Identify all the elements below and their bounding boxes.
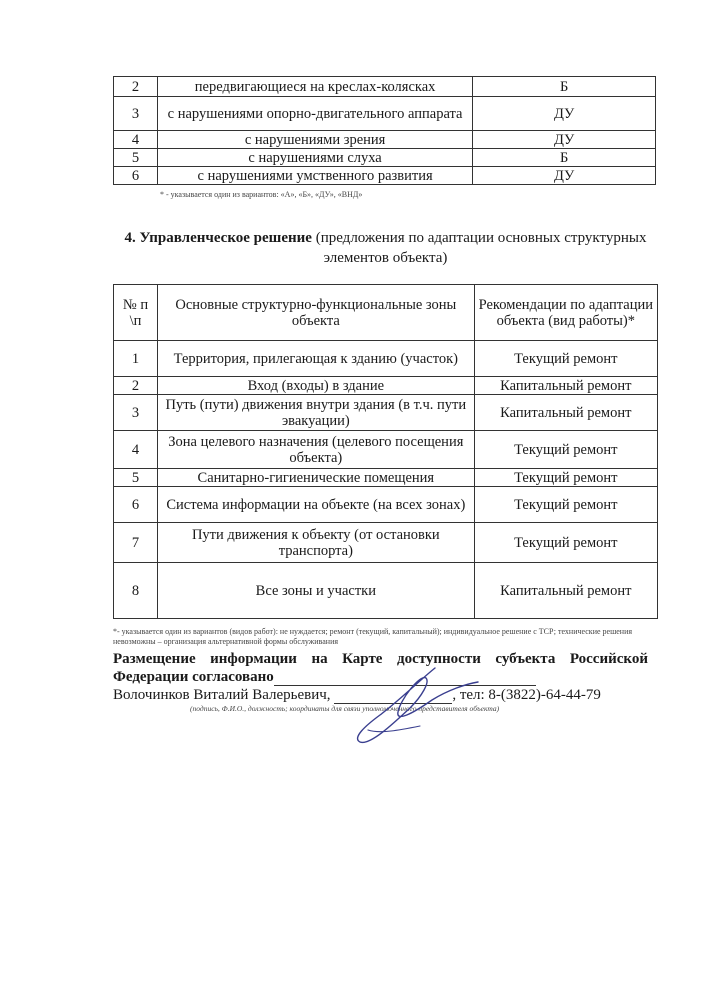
- row-number: 6: [114, 487, 158, 523]
- table2-footnote: *- указывается один из вариантов (видов работ): не нуждается; ремонт (текущий, капитальный); индивидуальное решение с ТСР; технические решения невозможны – организация альтернативной формы обслуживания: [113, 627, 633, 646]
- row-number: 3: [114, 97, 158, 131]
- category-cell: с нарушениями зрения: [157, 131, 472, 149]
- category-cell: с нарушениями слуха: [157, 149, 472, 167]
- recommendation-cell: Капитальный ремонт: [474, 395, 657, 431]
- signer-phone: , тел: 8-(3822)-64-44-79: [452, 687, 601, 703]
- table-header-row: [114, 285, 658, 341]
- table-row: [114, 341, 658, 377]
- zone-cell: Санитарно-гигиенические помещения: [158, 469, 475, 487]
- table-row: [114, 149, 656, 167]
- signer-name: Волочинков Виталий Валерьевич,: [113, 687, 331, 703]
- recommendation-cell: Текущий ремонт: [474, 487, 657, 523]
- category-cell: передвигающиеся на креслах-колясках: [157, 77, 472, 97]
- recommendation-cell: Капитальный ремонт: [474, 563, 657, 619]
- zone-cell: Вход (входы) в здание: [158, 377, 475, 395]
- value-cell: ДУ: [473, 131, 656, 149]
- recommendation-cell: Текущий ремонт: [474, 469, 657, 487]
- recommendation-cell: Капитальный ремонт: [474, 377, 657, 395]
- row-number: 2: [114, 377, 158, 395]
- section-subtitle: (предложения по адаптации основных структурных элементов объекта): [315, 230, 647, 266]
- row-number: 1: [114, 341, 158, 377]
- row-number: 5: [114, 149, 158, 167]
- table-row: [114, 77, 656, 97]
- column-header-number: № п \п: [114, 285, 158, 341]
- table-row: [114, 487, 658, 523]
- recommendation-cell: Текущий ремонт: [474, 341, 657, 377]
- signature-caption: (подпись, Ф.И.О., должность; координаты для связи уполномоченного представителя объекта): [190, 704, 500, 713]
- zone-cell: Пути движения к объекту (от остановки транспорта): [158, 523, 475, 563]
- row-number: 4: [114, 131, 158, 149]
- zone-cell: Путь (пути) движения внутри здания (в т.ч. пути эвакуации): [158, 395, 475, 431]
- value-cell: Б: [473, 149, 656, 167]
- value-cell: ДУ: [473, 167, 656, 185]
- category-cell: с нарушениями опорно-двигательного аппарата: [157, 97, 472, 131]
- table-row: [114, 469, 658, 487]
- table-row: [114, 377, 658, 395]
- table-row: [114, 167, 656, 185]
- table-row: [114, 563, 658, 619]
- handwritten-signature: [340, 660, 490, 750]
- zone-cell: Система информации на объекте (на всех зонах): [158, 487, 475, 523]
- row-number: 3: [114, 395, 158, 431]
- row-number: 5: [114, 469, 158, 487]
- column-header-recommendation: Рекомендации по адаптации объекта (вид работы)*: [474, 285, 657, 341]
- table-row: [114, 97, 656, 131]
- table-row: [114, 431, 658, 469]
- disability-category-table: [113, 76, 656, 185]
- zone-cell: Территория, прилегающая к зданию (участок): [158, 341, 475, 377]
- category-cell: с нарушениями умственного развития: [157, 167, 472, 185]
- table-row: [114, 523, 658, 563]
- zone-cell: Все зоны и участки: [158, 563, 475, 619]
- row-number: 4: [114, 431, 158, 469]
- recommendation-cell: Текущий ремонт: [474, 431, 657, 469]
- zone-cell: Зона целевого назначения (целевого посещения объекта): [158, 431, 475, 469]
- row-number: 2: [114, 77, 158, 97]
- row-number: 6: [114, 167, 158, 185]
- section-title: 4. Управленческое решение: [124, 230, 312, 246]
- table-row: [114, 395, 658, 431]
- section-heading: [113, 228, 658, 268]
- table1-footnote: * - указывается один из вариантов: «А», «Б», «ДУ», «ВНД»: [160, 190, 363, 199]
- value-cell: Б: [473, 77, 656, 97]
- value-cell: ДУ: [473, 97, 656, 131]
- table-row: [114, 131, 656, 149]
- column-header-zone: Основные структурно-функциональные зоны объекта: [158, 285, 475, 341]
- row-number: 8: [114, 563, 158, 619]
- row-number: 7: [114, 523, 158, 563]
- management-decision-table: [113, 284, 658, 619]
- placement-text: Размещение информации на Карте доступности субъекта Российской Федерации согласовано: [113, 651, 648, 685]
- recommendation-cell: Текущий ремонт: [474, 523, 657, 563]
